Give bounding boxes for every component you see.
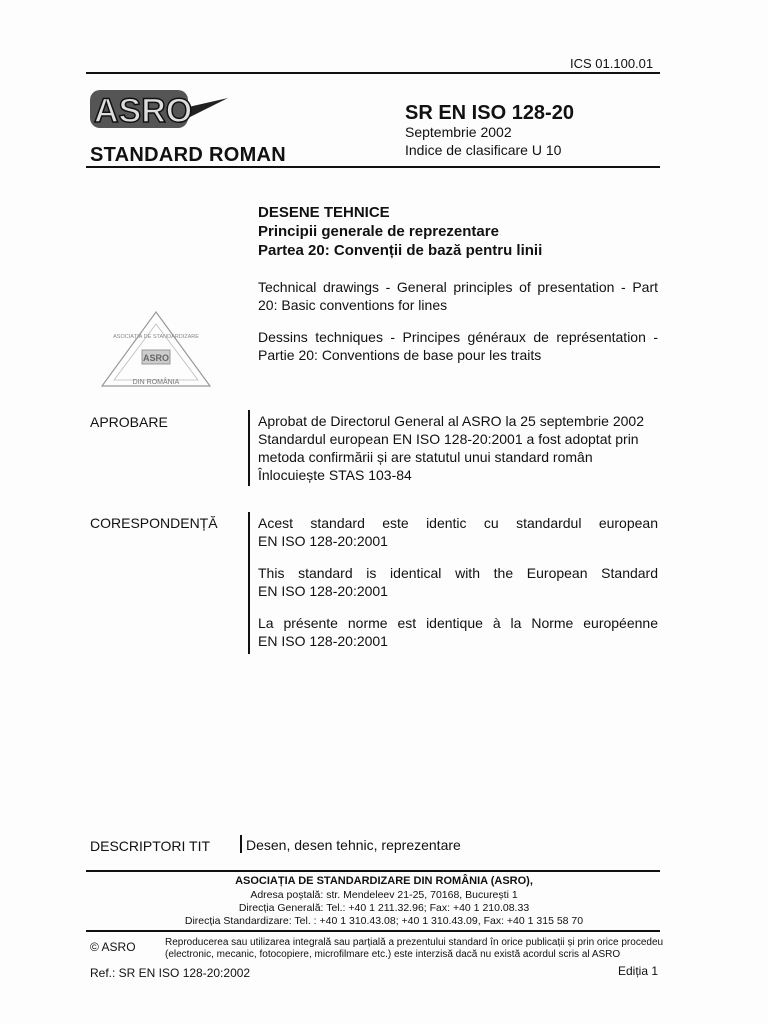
asro-seal-stamp [98,310,214,390]
standard-roman-heading: STANDARD ROMAN [90,144,287,166]
header-rule [86,166,660,168]
correspondence-label: CORESPONDENȚĂ [90,515,218,531]
footer-org: ASOCIAȚIA DE STANDARDIZARE DIN ROMÂNIA (ASRO), [235,875,533,887]
descriptors-bar [240,835,242,853]
footer-rule-bottom [86,930,660,932]
standard-code: SR EN ISO 128-20 [405,102,574,124]
svg-text:DIN ROMÂNIA: DIN ROMÂNIA [132,379,180,386]
ics-code: ICS 01.100.01 [570,56,654,71]
footer-address: Adresa poștală: str. Mendeleev 21-25, 70168, București 1 [250,889,518,901]
approval-text: Aprobat de Directorul General al ASRO la 25 septembrie 2002 Standardul european EN ISO 128-20:2001 a fost adoptat prin metoda confirmării și are statutul unui standard român Înlocuiește STAS 103-84 [258,413,644,483]
title-en: Technical drawings - General principles of presentation - Part 20: Basic conventions for lines [258,279,658,313]
standard-date: Septembrie 2002 [405,124,512,140]
reference: Ref.: SR EN ISO 128-20:2002 [90,966,251,980]
correspondence-en: This standard is identical with the European Standard EN ISO 128-20:2001 [258,565,658,599]
top-rule [86,72,660,74]
logo-text: ASRO [94,92,193,130]
approval-bar [248,410,250,486]
classification-index: Indice de clasificare U 10 [405,142,562,158]
descriptors-value: Desen, desen tehnic, reprezentare [246,837,461,853]
title-ro-2: Principii generale de reprezentare [258,223,499,240]
copyright: © ASRO [90,940,136,954]
title-ro-1: DESENE TEHNICE [258,204,390,221]
title-fr: Dessins techniques - Principes généraux de représentation - Partie 20: Conventions de base pour les traits [258,329,658,363]
reproduction-notice: Reproducerea sau utilizarea integrală sau parțială a prezentului standard în orice publicații și prin orice procedeu (electronic, mecanic, fotocopiere, microfilmare etc.) este interzisă dacă nu există acordul scris al ASRO [165,937,664,960]
approval-label: APROBARE [90,414,168,430]
svg-text:ASOCIAȚIA DE STANDARDIZARE: ASOCIAȚIA DE STANDARDIZARE [113,334,199,340]
footer-ds: Direcția Standardizare: Tel. : +40 1 310.43.08; +40 1 310.43.09, Fax: +40 1 315 58 70 [184,915,584,927]
correspondence-ro: Acest standard este identic cu standardul european EN ISO 128-20:2001 [258,515,658,549]
correspondence-bar [248,512,250,654]
edition: Ediția 1 [618,964,659,978]
footer-rule-top [86,870,660,872]
title-ro-3: Partea 20: Convenții de bază pentru linii [258,242,543,259]
correspondence-fr: La présente norme est identique à la Norme européenne EN ISO 128-20:2001 [258,615,658,649]
asro-logo [88,84,228,134]
descriptors-label: DESCRIPTORI TIT [90,838,211,854]
svg-text:ASRO: ASRO [142,353,170,363]
footer-dg: Direcția Generală: Tel.: +40 1 211.32.96; Fax: +40 1 210.08.33 [238,902,530,914]
